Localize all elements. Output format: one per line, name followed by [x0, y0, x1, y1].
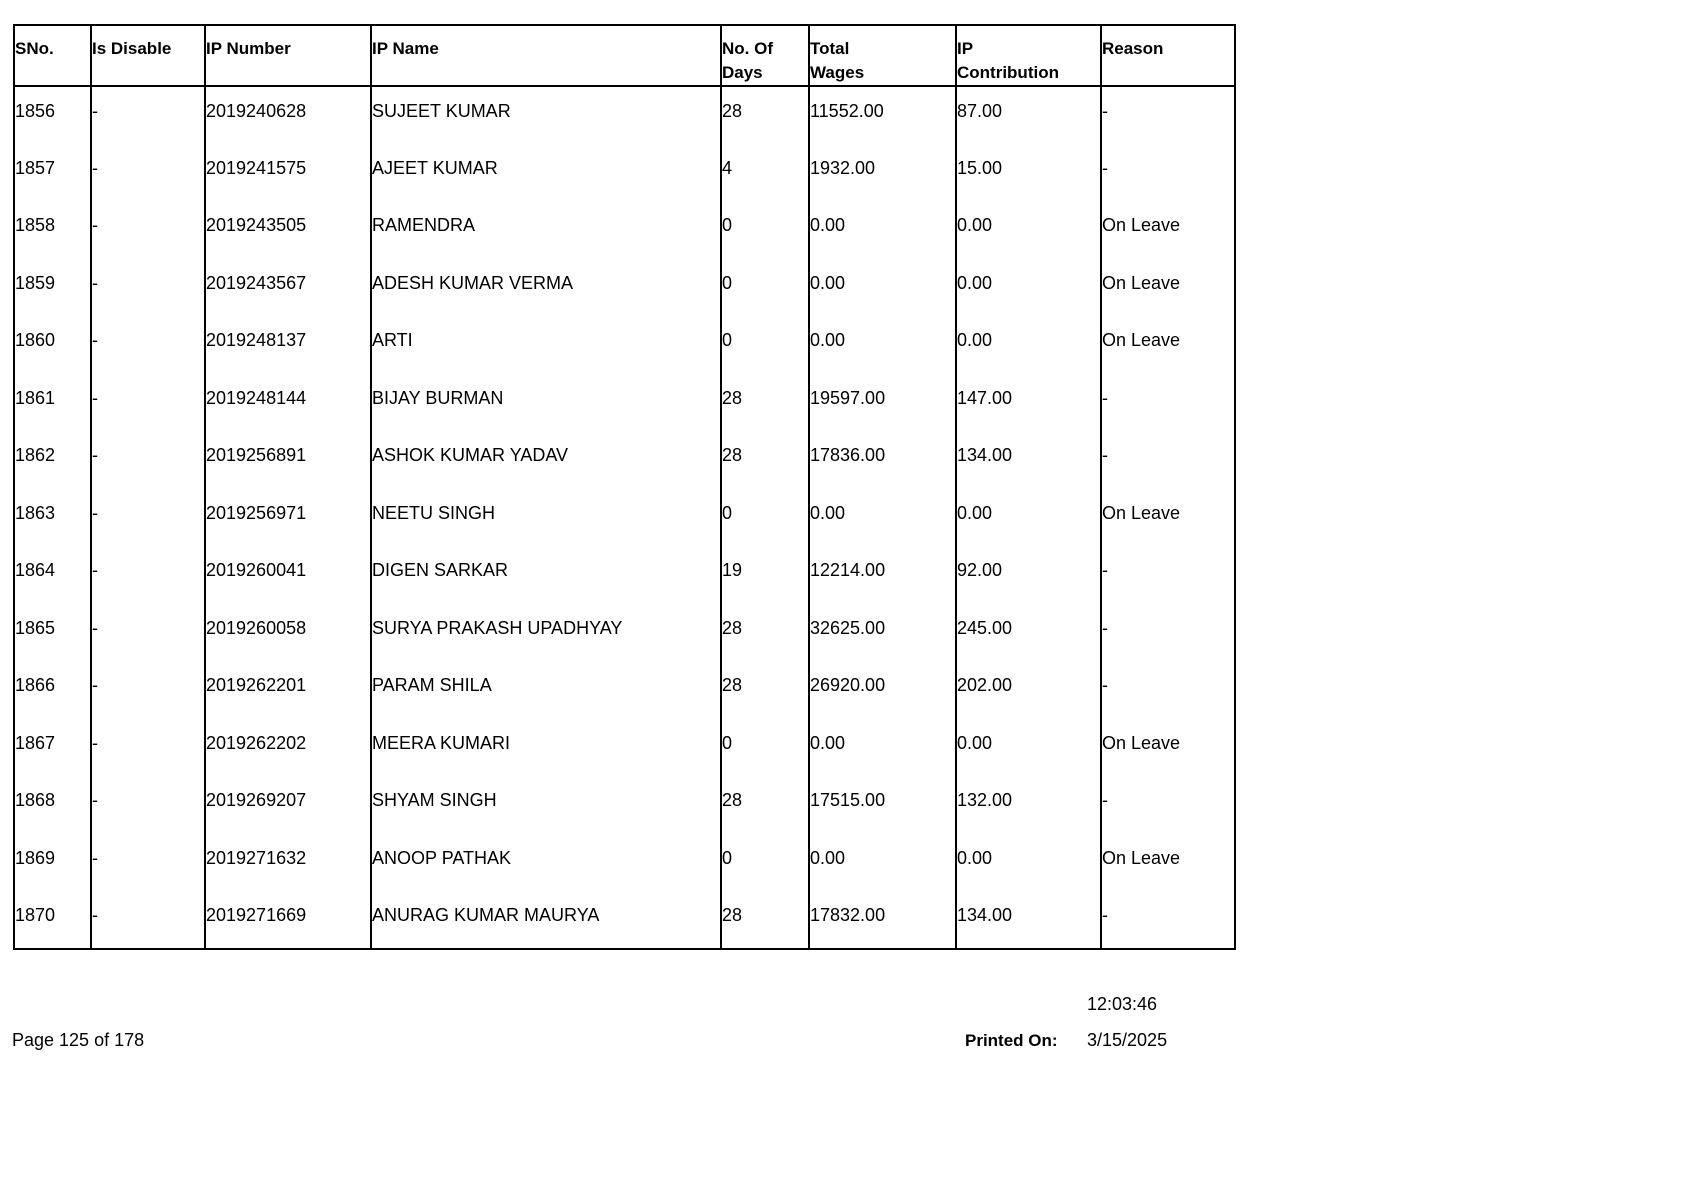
cell-is-disable: - — [91, 834, 205, 892]
cell-ip-contribution: 245.00 — [956, 604, 1101, 662]
table-row — [14, 316, 1235, 374]
cell-sno: 1856 — [14, 86, 91, 144]
table-row — [14, 776, 1235, 834]
cell-total-wages: 11552.00 — [809, 86, 956, 144]
cell-reason: On Leave — [1101, 489, 1235, 547]
cell-no-of-days: 0 — [721, 201, 809, 259]
cell-sno: 1857 — [14, 144, 91, 202]
header-total-wages — [809, 25, 956, 86]
cell-ip-contribution: 92.00 — [956, 546, 1101, 604]
cell-ip-name: SUJEET KUMAR — [371, 86, 721, 144]
cell-ip-name: ADESH KUMAR VERMA — [371, 259, 721, 317]
cell-is-disable: - — [91, 431, 205, 489]
cell-total-wages: 0.00 — [809, 834, 956, 892]
cell-is-disable: - — [91, 546, 205, 604]
cell-ip-name: ANURAG KUMAR MAURYA — [371, 891, 721, 949]
cell-total-wages: 19597.00 — [809, 374, 956, 432]
table-row — [14, 374, 1235, 432]
cell-ip-contribution: 0.00 — [956, 316, 1101, 374]
cell-ip-contribution: 147.00 — [956, 374, 1101, 432]
cell-no-of-days: 0 — [721, 259, 809, 317]
cell-is-disable: - — [91, 719, 205, 777]
cell-sno: 1869 — [14, 834, 91, 892]
cell-no-of-days: 28 — [721, 661, 809, 719]
cell-is-disable: - — [91, 374, 205, 432]
cell-ip-name: SURYA PRAKASH UPADHYAY — [371, 604, 721, 662]
cell-is-disable: - — [91, 891, 205, 949]
cell-reason: - — [1101, 604, 1235, 662]
table-row — [14, 834, 1235, 892]
cell-total-wages: 0.00 — [809, 316, 956, 374]
cell-ip-name: SHYAM SINGH — [371, 776, 721, 834]
cell-ip-number: 2019262201 — [205, 661, 371, 719]
cell-is-disable: - — [91, 489, 205, 547]
table-row — [14, 259, 1235, 317]
header-reason: Reason — [1101, 25, 1235, 86]
cell-no-of-days: 0 — [721, 834, 809, 892]
cell-total-wages: 0.00 — [809, 201, 956, 259]
cell-ip-name: ANOOP PATHAK — [371, 834, 721, 892]
cell-ip-contribution: 132.00 — [956, 776, 1101, 834]
cell-ip-contribution: 202.00 — [956, 661, 1101, 719]
cell-is-disable: - — [91, 604, 205, 662]
cell-ip-contribution: 0.00 — [956, 489, 1101, 547]
cell-ip-name: DIGEN SARKAR — [371, 546, 721, 604]
cell-total-wages: 26920.00 — [809, 661, 956, 719]
cell-no-of-days: 28 — [721, 604, 809, 662]
cell-total-wages: 17836.00 — [809, 431, 956, 489]
cell-sno: 1863 — [14, 489, 91, 547]
cell-ip-name: NEETU SINGH — [371, 489, 721, 547]
cell-sno: 1862 — [14, 431, 91, 489]
cell-no-of-days: 28 — [721, 776, 809, 834]
cell-ip-name: ARTI — [371, 316, 721, 374]
cell-reason: On Leave — [1101, 719, 1235, 777]
cell-reason: - — [1101, 374, 1235, 432]
cell-ip-name: PARAM SHILA — [371, 661, 721, 719]
cell-reason: - — [1101, 86, 1235, 144]
cell-ip-name: BIJAY BURMAN — [371, 374, 721, 432]
cell-no-of-days: 28 — [721, 431, 809, 489]
cell-is-disable: - — [91, 201, 205, 259]
cell-reason: On Leave — [1101, 259, 1235, 317]
header-total-wages-line2: Wages — [810, 63, 865, 82]
header-ip-contribution-line1: IP — [957, 39, 974, 58]
table-header-row — [14, 25, 1235, 86]
cell-total-wages: 32625.00 — [809, 604, 956, 662]
cell-reason: On Leave — [1101, 201, 1235, 259]
cell-total-wages: 0.00 — [809, 259, 956, 317]
cell-sno: 1865 — [14, 604, 91, 662]
cell-ip-contribution: 134.00 — [956, 431, 1101, 489]
header-ip-name: IP Name — [371, 25, 721, 86]
table-row — [14, 661, 1235, 719]
cell-sno: 1858 — [14, 201, 91, 259]
cell-ip-number: 2019269207 — [205, 776, 371, 834]
header-ip-contribution — [956, 25, 1101, 86]
cell-no-of-days: 28 — [721, 891, 809, 949]
cell-ip-contribution: 87.00 — [956, 86, 1101, 144]
cell-total-wages: 17515.00 — [809, 776, 956, 834]
cell-no-of-days: 0 — [721, 316, 809, 374]
table-body — [14, 86, 1235, 949]
cell-no-of-days: 28 — [721, 86, 809, 144]
cell-ip-number: 2019248137 — [205, 316, 371, 374]
cell-is-disable: - — [91, 86, 205, 144]
cell-ip-contribution: 0.00 — [956, 719, 1101, 777]
printed-on-label: Printed On: — [965, 1031, 1058, 1050]
cell-ip-number: 2019241575 — [205, 144, 371, 202]
header-no-of-days-line2: Days — [722, 63, 763, 82]
cell-reason: On Leave — [1101, 316, 1235, 374]
printed-date: 3/15/2025 — [1087, 1030, 1168, 1050]
table-row — [14, 201, 1235, 259]
table-row — [14, 431, 1235, 489]
cell-sno: 1866 — [14, 661, 91, 719]
cell-ip-number: 2019248144 — [205, 374, 371, 432]
table-row — [14, 489, 1235, 547]
table-row — [14, 719, 1235, 777]
cell-ip-number: 2019260058 — [205, 604, 371, 662]
cell-is-disable: - — [91, 316, 205, 374]
cell-reason: On Leave — [1101, 834, 1235, 892]
table-row — [14, 604, 1235, 662]
cell-total-wages: 1932.00 — [809, 144, 956, 202]
cell-ip-number: 2019271669 — [205, 891, 371, 949]
header-ip-contribution-line2: Contribution — [957, 63, 1059, 82]
cell-is-disable: - — [91, 259, 205, 317]
cell-reason: - — [1101, 891, 1235, 949]
header-is-disable: Is Disable — [91, 25, 205, 86]
table-row — [14, 86, 1235, 144]
cell-ip-number: 2019260041 — [205, 546, 371, 604]
cell-is-disable: - — [91, 776, 205, 834]
table-row — [14, 546, 1235, 604]
cell-ip-contribution: 0.00 — [956, 201, 1101, 259]
cell-reason: - — [1101, 431, 1235, 489]
header-ip-number: IP Number — [205, 25, 371, 86]
table-row — [14, 891, 1235, 949]
header-no-of-days-line1: No. Of — [722, 39, 773, 58]
cell-total-wages: 17832.00 — [809, 891, 956, 949]
printed-time: 12:03:46 — [1087, 994, 1158, 1014]
cell-ip-name: MEERA KUMARI — [371, 719, 721, 777]
header-sno: SNo. — [14, 25, 91, 86]
cell-ip-number: 2019256891 — [205, 431, 371, 489]
cell-sno: 1868 — [14, 776, 91, 834]
cell-no-of-days: 0 — [721, 489, 809, 547]
cell-total-wages: 0.00 — [809, 719, 956, 777]
cell-no-of-days: 28 — [721, 374, 809, 432]
cell-no-of-days: 19 — [721, 546, 809, 604]
cell-total-wages: 0.00 — [809, 489, 956, 547]
header-total-wages-line1: Total — [810, 39, 850, 58]
cell-sno: 1859 — [14, 259, 91, 317]
header-no-of-days — [721, 25, 809, 86]
cell-sno: 1860 — [14, 316, 91, 374]
cell-ip-number: 2019256971 — [205, 489, 371, 547]
cell-no-of-days: 4 — [721, 144, 809, 202]
cell-sno: 1867 — [14, 719, 91, 777]
cell-ip-number: 2019240628 — [205, 86, 371, 144]
cell-sno: 1870 — [14, 891, 91, 949]
cell-ip-contribution: 0.00 — [956, 259, 1101, 317]
cell-ip-number: 2019243505 — [205, 201, 371, 259]
cell-ip-contribution: 15.00 — [956, 144, 1101, 202]
cell-ip-name: ASHOK KUMAR YADAV — [371, 431, 721, 489]
cell-ip-name: RAMENDRA — [371, 201, 721, 259]
cell-sno: 1864 — [14, 546, 91, 604]
cell-ip-number: 2019243567 — [205, 259, 371, 317]
cell-ip-contribution: 134.00 — [956, 891, 1101, 949]
cell-ip-number: 2019262202 — [205, 719, 371, 777]
cell-no-of-days: 0 — [721, 719, 809, 777]
cell-ip-contribution: 0.00 — [956, 834, 1101, 892]
contribution-table — [13, 24, 1236, 950]
cell-reason: - — [1101, 661, 1235, 719]
cell-reason: - — [1101, 776, 1235, 834]
table-row — [14, 144, 1235, 202]
cell-reason: - — [1101, 546, 1235, 604]
cell-total-wages: 12214.00 — [809, 546, 956, 604]
cell-ip-name: AJEET KUMAR — [371, 144, 721, 202]
cell-is-disable: - — [91, 144, 205, 202]
cell-ip-number: 2019271632 — [205, 834, 371, 892]
cell-reason: - — [1101, 144, 1235, 202]
cell-is-disable: - — [91, 661, 205, 719]
cell-sno: 1861 — [14, 374, 91, 432]
page-number: Page 125 of 178 — [12, 1030, 145, 1050]
